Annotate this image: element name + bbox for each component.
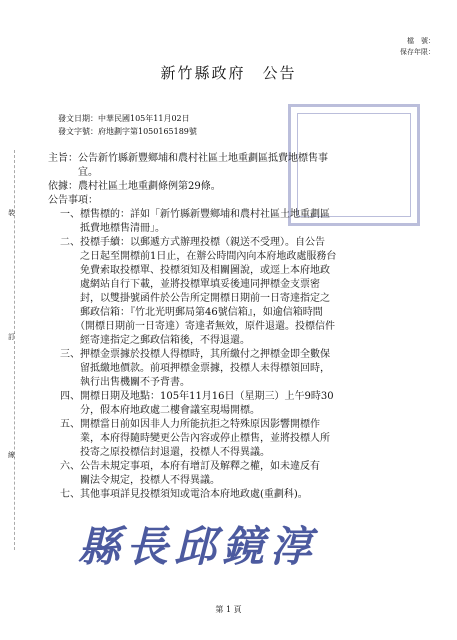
body-line: （開標日期前一日寄達）寄達者無效，原件退還。投標信件 (60, 321, 335, 332)
page-number: 第 1 頁 (215, 605, 242, 614)
issue-date-label: 發文日期： (58, 114, 98, 123)
body-line: 投寄之原投標信封退還，投標人不得異議。 (60, 447, 270, 458)
body-line: 業，本府得隨時變更公告內容或停止標售，並將投標人所 (60, 433, 330, 444)
issue-date-row (58, 113, 190, 124)
body-line: 二、投標手續：以郵遞方式辦理投標（親送不受理）。自公告 (60, 237, 325, 248)
body-line: 七、其他事項詳見投標須知或電洽本府地政處(重劃科)。 (60, 489, 308, 500)
body-line: 執行出售機關不予背書。 (60, 377, 190, 388)
body-line: 關法令規定，投標人不得異議。 (60, 475, 220, 486)
binding-mark-zhuang: 裝 (8, 209, 15, 217)
body-line: 封，以雙掛號函件於公告所定開標日期前一日寄達指定之 (60, 293, 330, 304)
body-line: 六、公告未規定事項，本府有增訂及解釋之權，如未違反有 (60, 461, 320, 472)
file-number-label: 檔 號： (407, 37, 435, 45)
body-line: 主旨：公告新竹縣新豐鄉埔和農村社區土地重劃區抵費地標售事 (48, 153, 328, 164)
binding-mark-xian: 線 (8, 451, 15, 459)
body-line: 留抵繳地價款。前項押標金票據，投標人未得標領回時， (60, 363, 330, 374)
body-line: 分，假本府地政處二樓會議室現場開標。 (60, 405, 260, 416)
body-line: 抵費地標售清冊」。 (60, 223, 165, 234)
binding-mark-ding: 訂 (8, 333, 15, 341)
issue-date-value: 中華民國105年11月02日 (98, 114, 190, 123)
body-line: 宜。 (48, 167, 98, 178)
issue-number-row (58, 126, 197, 137)
body-line: 五、開標當日前如因非人力所能抗拒之特殊原因影響開標作 (60, 419, 320, 430)
body-line: 公告事項： (48, 195, 98, 206)
body-line: 經寄達指定之郵政信箱後，不得退還。 (60, 335, 250, 346)
body-line: 之日起至開標前1日止，在辦公時間內向本府地政處服務台 (60, 251, 337, 262)
retention-period-label: 保存年限： (400, 48, 435, 56)
mayor-signature: 縣長邱鏡淳 (78, 522, 319, 571)
body-line: 三、押標金票據於投標人得標時，其所繳付之押標金即全數保 (60, 349, 330, 360)
body-line: 免費索取投標單、投標須知及相關圖說，或逕上本府地政 (60, 265, 330, 276)
body-line: 處網站自行下載，並將投標單填妥後連同押標金支票密 (60, 279, 320, 290)
body-line: 四、開標日期及地點：105年11月16日（星期三）上午9時30 (60, 391, 334, 402)
body-line: 依據：農村社區土地重劃條例第29條。 (48, 181, 221, 192)
issue-number-value: 府地劃字第1050165189號 (98, 127, 197, 136)
body-line: 郵政信箱：『竹北光明郵局第46號信箱』，如逾信箱時間 (60, 307, 323, 318)
issue-number-label: 發文字號： (58, 127, 98, 136)
body-line: 一、標售標的：詳如「新竹縣新豐鄉埔和農村社區土地重劃區 (60, 209, 330, 220)
document-title: 新竹縣政府 公告 (160, 64, 297, 82)
